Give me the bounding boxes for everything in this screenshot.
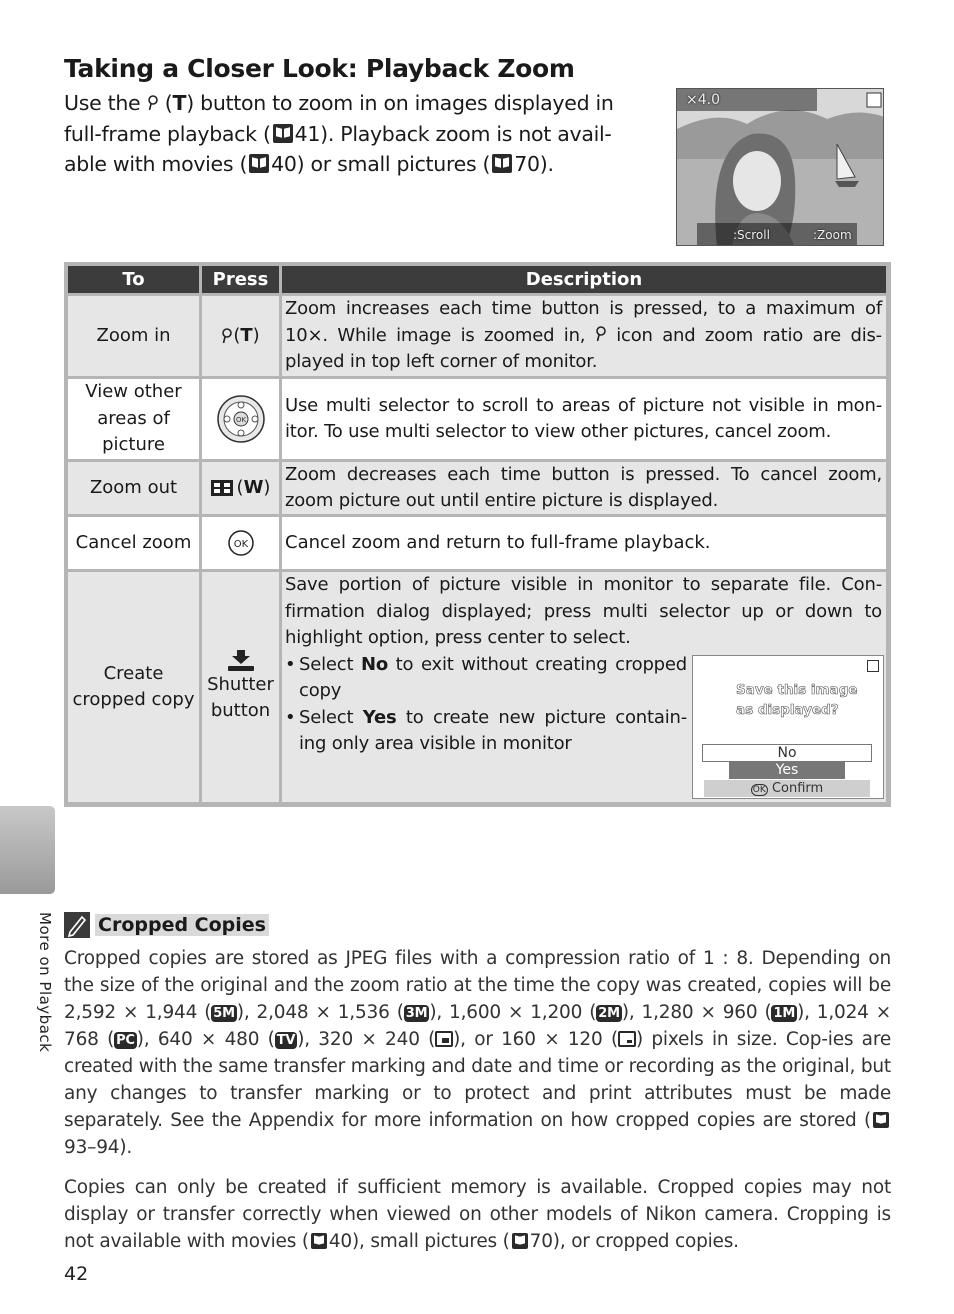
row-zoom-out-press: ( W )	[202, 462, 279, 514]
page-reference-icon	[512, 1233, 528, 1249]
page-reference-icon	[249, 154, 269, 173]
row-cancel-zoom-to: Cancel zoom	[68, 517, 199, 569]
dialog-question-line2: as displayed?	[736, 702, 839, 718]
row-create-crop-description: Save portion of picture visible in monitor to separate file. Con-firmation dialog displayed; press multi selector up or down to highlight option, press center to select. • Select No to exit without creating cropped copy • Select Yes to create new picture contain-ing only area visible in monitor	[282, 572, 886, 802]
note-paragraph-2: Copies can only be created if sufficient memory is available. Cropped copies may not display or transfer correctly when viewed on other models of Nikon camera. Cropping is not available with movies ( 40), small pictures ( 70), or cropped copies.	[64, 1177, 891, 1252]
dialog-question-line1: Save this image	[736, 682, 858, 698]
row-zoom-out-description: Zoom decreases each time button is pressed. To cancel zoom, zoom picture out until entire picture is displayed.	[282, 462, 886, 514]
size-tv-icon: TV	[276, 1033, 296, 1048]
row-view-other-press	[202, 379, 279, 459]
multi-selector-icon	[216, 394, 266, 444]
size-5m-icon: 5M	[213, 1006, 235, 1021]
header-press: Press	[202, 266, 279, 293]
intro-paragraph: Use the (T) button to zoom in on images displayed in full-frame playback ( 41). Playback zoom is not avail- able with movies ( 40) or small pictures ( 70).	[64, 91, 614, 176]
row-create-crop-press: Shutter button	[202, 572, 279, 802]
svg-text:OK: OK	[233, 539, 248, 550]
row-zoom-in-press: ( T )	[202, 296, 279, 376]
zoom-preview-image	[676, 88, 884, 246]
zoom-ratio-indicator: ×4.0	[686, 92, 720, 108]
size-1m-icon: 1M	[773, 1006, 796, 1021]
row-view-other-description: Use multi selector to scroll to areas of picture not visible in mon-itor. To use multi selector to view other pictures, cancel zoom.	[282, 379, 886, 459]
ok-button-icon	[227, 529, 255, 557]
row-zoom-in-to: Zoom in	[68, 296, 199, 376]
zoom-magnifier-icon	[221, 327, 233, 345]
card-icon	[867, 660, 879, 672]
size-160-icon	[618, 1031, 636, 1047]
header-to: To	[68, 266, 199, 293]
header-description: Description	[282, 266, 886, 293]
size-3m-icon: 3M	[405, 1006, 428, 1021]
bullet-yes: • Select Yes to create new picture contain-ing only area visible in monitor	[285, 706, 688, 754]
pencil-note-icon	[64, 912, 90, 938]
shutter-button-icon	[226, 650, 256, 672]
section-tab	[0, 806, 55, 894]
note-heading: Cropped Copies	[64, 912, 269, 938]
row-cancel-zoom-press	[202, 517, 279, 569]
row-create-crop-to: Create cropped copy	[68, 572, 199, 802]
zoom-hint: :Zoom	[813, 228, 852, 242]
row-zoom-out-to: Zoom out	[68, 462, 199, 514]
thumbnail-icon	[211, 480, 233, 496]
dialog-confirm-hint: OK Confirm	[704, 780, 870, 797]
ok-icon: OK	[752, 785, 766, 795]
size-2m-icon: 2M	[598, 1006, 620, 1021]
bullet-no: • Select No to exit without creating cropped copy	[285, 653, 687, 701]
side-section-label: More on Playback	[36, 912, 54, 1053]
page-reference-icon	[492, 154, 512, 173]
page-reference-icon	[273, 124, 293, 143]
note-paragraph-1: Cropped copies are stored as JPEG files with a compression ratio of 1 : 8. Depending on the size of the original and the zoom ratio at the time the copy was created, copies will be 2,592 × 1,944 ( 5M ), 2,048 × 1,536 ( 3M ), 1,600 × 1,200 ( 2M ), 1,280 × 960 ( 1M ), 1,024 × 768 ( PC ), 640 × 480 ( TV ), 320 × 240 ( ), or 160 × 120 ( ) pixels in size. Cop-ies are created with the same transfer marking and date and time or recording as the original, but any changes to transfer marking or to protect and print attributes must be made separately. See the Appendix for more information on how cropped copies are stored (93–94).	[64, 948, 892, 1158]
page-number: 42	[64, 1263, 89, 1285]
size-320-icon	[435, 1031, 453, 1047]
svg-text:OK: OK	[235, 416, 246, 424]
page-reference-icon	[311, 1233, 327, 1249]
zoom-magnifier-icon	[595, 325, 607, 343]
zoom-magnifier-icon	[147, 94, 159, 112]
dialog-option-no: No	[702, 744, 872, 762]
row-zoom-in-description: Zoom increases each time button is pressed, to a maximum of 10×. While image is zoomed in, icon and zoom ratio are dis-played in top left corner of monitor.	[282, 296, 886, 376]
row-cancel-zoom-description: Cancel zoom and return to full-frame playback.	[282, 517, 886, 569]
row-view-other-to: View other areas of picture	[68, 379, 199, 459]
size-pc-icon: PC	[116, 1033, 135, 1048]
page-title: Taking a Closer Look: Playback Zoom	[64, 54, 575, 83]
scroll-hint: :Scroll	[733, 228, 770, 242]
dialog-option-yes: Yes	[729, 762, 845, 779]
page-reference-icon	[873, 1112, 889, 1128]
